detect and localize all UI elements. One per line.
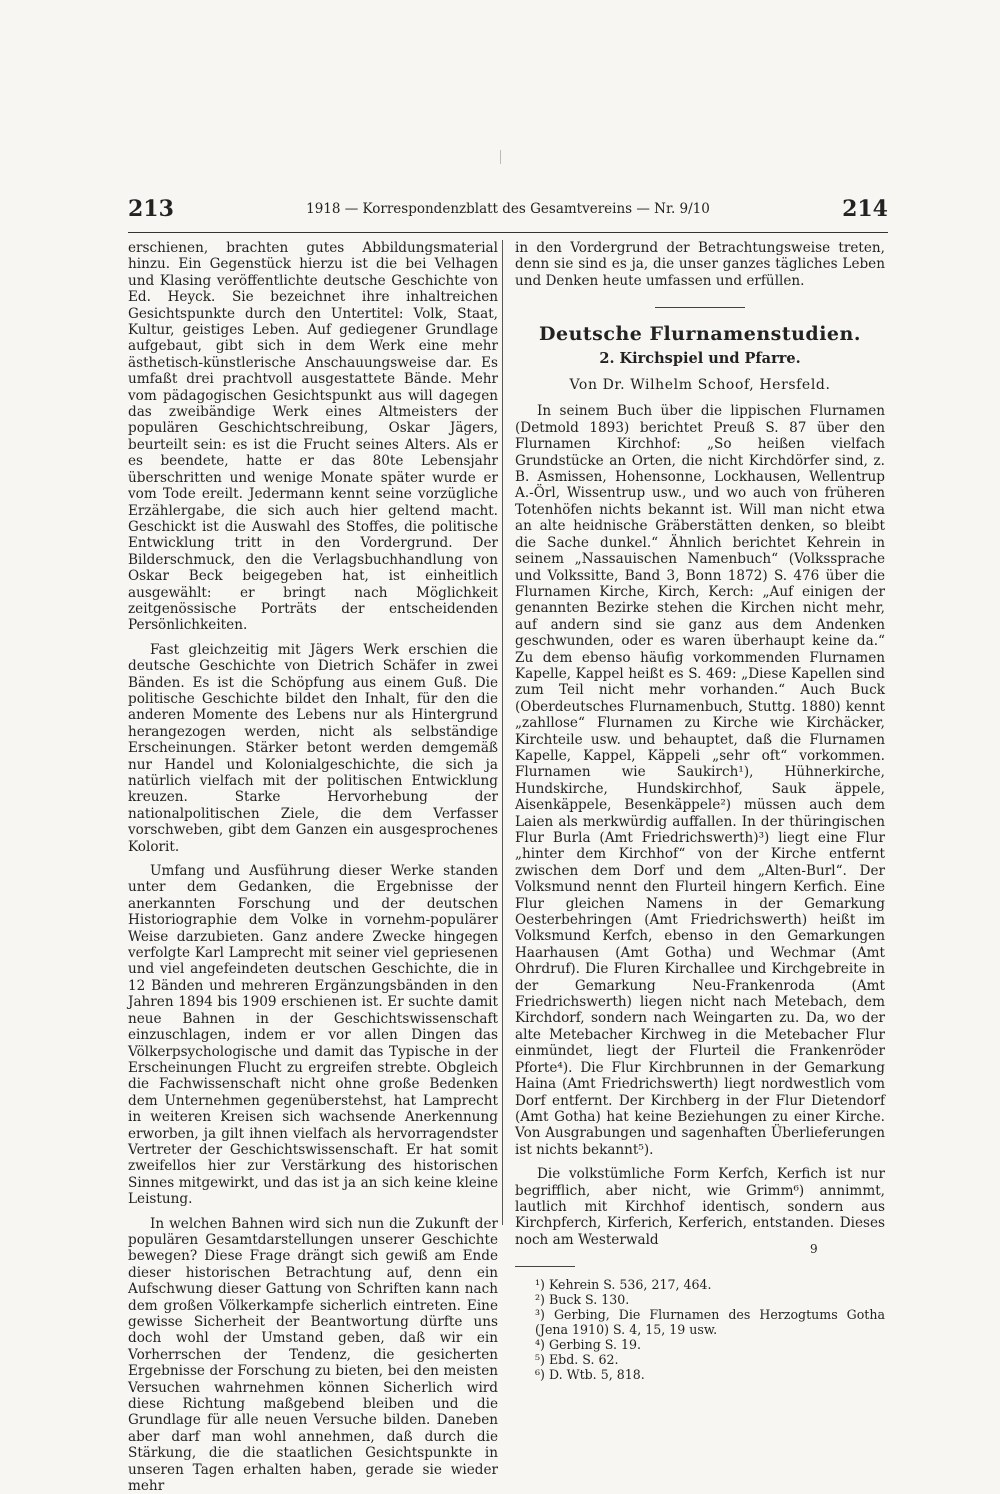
left-column [128, 240, 498, 1494]
paragraph: Umfang und Ausführung dieser Werke standen unter dem Gedanken, die Ergebnisse der anerkannten Forschung und der deutschen Historiographie dem Volke in vornehm-populärer Weise darzubieten. Ganz andere Zwecke hingegen verfolgte Karl Lamprecht mit seiner viel gepriesenen und viel angefeindeten deutschen Geschichte, die in 12 Bänden und mehreren Ergänzungsbänden in den Jahren 1894 bis 1909 erschienen ist. Er suchte damit neue Bahnen in der Geschichtswissenschaft einzuschlagen, indem er vor allen Dingen das Völkerpsychologische und damit das Typische in der Erscheinungen Flucht zu ergreifen strebte. Obgleich die Fachwissenschaft nicht ohne große Bedenken dem Unternehmen gegenüberstehst, hat Lamprecht in weiteren Kreisen sich wachsende Anerkennung erworben, ja gilt ihnen vielfach als hervorragendster Vertreter der Geschichtswissenschaft. Er hat somit zweifellos hier zur Verstärkung des historischen Sinnes mitgewirkt, und das ist ja an sich keine kleine Leistung. [128, 863, 498, 1208]
page-number-right: 214 [842, 196, 888, 222]
paragraph: in den Vordergrund der Betrachtungsweise treten, denn sie sind es ja, die unser ganzes tägliches Leben und Denken heute umfassen und erfüllen. [515, 240, 885, 289]
paragraph: Fast gleichzeitig mit Jägers Werk erschien die deutsche Geschichte von Dietrich Schäfer in zwei Bänden. Es ist die Schöpfung aus einem Guß. Die politische Geschichte bildet den Inhalt, für den die anderen Momente des Lebens nur als Hintergrund herangezogen werden, nicht als selbständige Erscheinungen. Stärker betont werden demgemäß nur Handel und Kolonialgeschichte, die sich ja natürlich vielfach mit der politischen Entwicklung kreuzen. Starke Hervorhebung der nationalpolitischen Ziele, die dem Verfasser vorschweben, gibt dem Ganzen ein ausgesprochenes Kolorit. [128, 641, 498, 855]
page-header [128, 196, 888, 224]
signature-mark: 9 [810, 1242, 818, 1256]
footnote: ⁴) Gerbing S. 19. [535, 1337, 641, 1353]
article-subtitle: 2. Kirchspiel und Pfarre. [599, 349, 801, 367]
paragraph: In welchen Bahnen wird sich nun die Zukunft der populären Gesamtdarstellungen unserer Geschichte bewegen? Diese Frage drängt sich gewiß am Ende dieser historischen Betrachtung auf, denn ein Aufschwung dieser Gattung von Schriften kann nach dem großen Völkerkampfe sicherlich eintreten. Eine gewisse Sicherheit der Beantwortung dürfte uns doch wohl der Umstand geben, daß wir ein Vorherrschen der Tendenz, die gesicherten Ergebnisse der Forschung zu bieten, bei den meisten Versuchen wahrnehmen können Sicherlich wird diese Richtung maßgebend bleiben und die Grundlage für alle neuen Versuche bilden. Daneben aber darf man wohl annehmen, daß durch die Stärkung, die die staatlichen Gesichtspunkte in unseren Tagen erhalten haben, gerade sie wieder mehr [128, 1215, 498, 1494]
footnote: ²) Buck S. 130. [535, 1292, 630, 1308]
header-rule [128, 232, 888, 233]
paragraph: erschienen, brachten gutes Abbildungsmaterial hinzu. Ein Gegenstück hierzu ist die bei Velhagen und Klasing veröffentlichte deutsche Geschichte von Ed. Heyck. Sie bezeichnet ihre inhaltreichen Gesichtspunkte durch den Untertitel: Volk, Staat, Kultur, geistiges Leben. Auf gediegener Grundlage aufgebaut, gibt sich in dem Werk eine mehr ästhetisch-künstlerische Anschauungsweise dar. Es umfaßt drei prachtvoll ausgestattete Bände. Mehr vom pädagogischen Gesichtspunkt aus will dagegen das zweibändige Werk eines Altmeisters der populären Geschichtschreibung, Oskar Jägers, beurteilt sein: es ist die Frucht seines Alters. Als er es beendete, hatte er das 80te Lebensjahr überschritten und wenige Monate später wurde er vom Tode ereilt. Jedermann kennt seine vorzügliche Erzählergabe, die sich auch hier geltend macht. Geschickt ist die Auswahl des Stoffes, die politische Entwicklung tritt in den Vordergrund. Der Bilderschmuck, den die Verlagsbuchhandlung von Oskar Beck beigegeben hat, ist einheitlich ausgewählt: er bringt nach Möglichkeit zeitgenössische Porträts der entscheidenden Persönlichkeiten. [128, 240, 498, 634]
footnotes [535, 1277, 885, 1382]
section-separator [655, 307, 745, 308]
crop-mark [500, 150, 501, 164]
footnote: ⁶) D. Wtb. 5, 818. [535, 1367, 645, 1383]
article-title: Deutsche Flurnamenstudien. [539, 323, 861, 346]
paragraph: In seinem Buch über die lippischen Flurnamen (Detmold 1893) berichtet Preuß S. 87 über den Flurnamen Kirchhof: „So heißen vielfach Grundstücke an Orten, die nicht Kirchdörfer sind, z. B. Asmissen, Hohensonne, Lockhausen, Wellentrup A.-Örl, Wissentrup usw., und wo auch von früheren Totenhöfen nichts bekannt ist. Will man nicht etwa an alte heidnische Gräberstätten denken, so bleibt die Sache dunkel.“ Ähnlich berichtet Kehrein in seinem „Nassauischen Namenbuch“ (Volkssprache und Volkssitte, Band 3, Bonn 1872) S. 476 über die Flurnamen Kirche, Kirch, Kerch: „Auf einigen der genannten Bezirke stehen die Kirchen nicht mehr, auf andern sind sie ganz aus dem Andenken geschwunden, oder es waren überhaupt keine da.“ Zu dem ebenso häufig vorkommenden Flurnamen Kapelle, Kappel heißt es S. 469: „Diese Kapellen sind zum Teil nicht mehr vorhanden.“ Auch Buck (Oberdeutsches Flurnamenbuch, Stuttg. 1880) kennt „zahllose“ Flurnamen zu Kirche wie Kirchäcker, Kirchteile usw. und behauptet, daß die Flurnamen Kapelle, Kappel, Käppeli „sehr oft“ vorkommen. Flurnamen wie Saukirch¹), Hühnerkirche, Hundskirche, Hundskirchhof, Sauk äppele, Aisenkäppele, Besenkäppele²) müssen auch dem Laien als merkwürdig auffallen. In der thüringischen Flur Burla (Amt Friedrichswerth)³) liegt eine Flur „hinter dem Kirchhof“ von der Kirche entfernt zwischen dem Dorf und dem „Alten-Burl“. Der Volksmund nennt den Flurteil hingern Kerfich. Eine Flur gleichen Namens in der Gemarkung Oesterbehringen (Amt Friedrichswerth) heißt im Volksmund Kerfch, ebenso in den Gemarkungen Haarhausen (Amt Gotha) und Wechmar (Amt Ohrdruf). Die Fluren Kirchallee und Kirchgebreite in der Gemarkung Neu-Frankenroda (Amt Friedrichswerth) liegen nicht nach Metebach, dem Kirchdorf, sondern nach Weingarten zu. Da, wo der alte Metebacher Kirchweg in die Metebacher Flur einmündet, liegt der Flurteil die Frankenröder Pforte⁴). Die Flur Kirchbrunnen in der Gemarkung Haina (Amt Friedrichswerth) liegt nordwestlich vom Dorf entfernt. Der Kirchberg in der Flur Dietendorf (Amt Gotha) hat keine Beziehungen zu einer Kirche. Von Ausgrabungen und sagenhaften Überlieferungen ist nichts bekannt⁵). [515, 403, 885, 1158]
paragraph: Die volkstümliche Form Kerfch, Kerfich ist nur begrifflich, aber nicht, wie Grimm⁶) annimmt, lautlich mit Kirchhof identisch, sondern aus Kirchpferch, Kirferich, Kerferich, entstanden. Dieses noch am Westerwald [515, 1166, 885, 1248]
column-divider [502, 240, 503, 1225]
footnote: ³) Gerbing, Die Flurnamen des Herzogtums Gotha (Jena 1910) S. 4, 15, 19 usw. [535, 1307, 885, 1338]
article-author: Von Dr. Wilhelm Schoof, Hersfeld. [569, 377, 831, 394]
footnote-rule [515, 1266, 575, 1267]
page-number-left: 213 [128, 196, 174, 222]
footnote: ¹) Kehrein S. 536, 217, 464. [535, 1277, 712, 1293]
right-column [515, 240, 885, 1382]
footnote: ⁵) Ebd. S. 62. [535, 1352, 619, 1368]
running-head: 1918 — Korrespondenzblatt des Gesamtvereins — Nr. 9/10 [306, 201, 710, 217]
